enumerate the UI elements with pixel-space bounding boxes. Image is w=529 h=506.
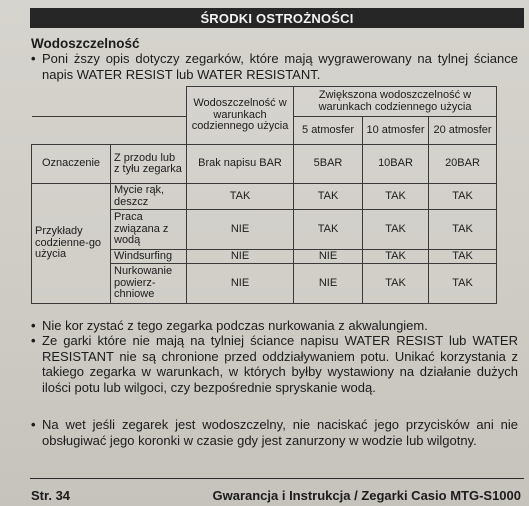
table-corner-lower	[32, 117, 187, 145]
note-sweat	[31, 333, 518, 395]
table-cell: TAK	[429, 264, 497, 304]
oznaczenie-label: Oznaczenie	[32, 145, 111, 184]
header-20-atm: 20 atmosfer	[429, 117, 497, 145]
table-cell: TAK	[294, 184, 363, 210]
page-number: Str. 34	[31, 488, 71, 503]
table-cell: NIE	[187, 264, 294, 304]
table-cell: TAK	[429, 250, 497, 264]
table-cell: TAK	[363, 184, 429, 210]
note-buttons	[31, 417, 518, 448]
bullet-icon: •	[31, 318, 36, 333]
intro-text: Poni ższy opis dotyczy zegarków, które mają wygrawerowany na tylnej ściance napis WATER RESIST lub WATER RESISTANT.	[42, 51, 518, 82]
bullet-icon: •	[31, 333, 36, 348]
table-cell: TAK	[363, 210, 429, 250]
header-10-atm: 10 atmosfer	[363, 117, 429, 145]
table-cell: TAK	[187, 184, 294, 210]
note-text: Na wet jeśli zegarek jest wodoszczelny, nie naciskać jego przycisków ani nie obsługiwać jego koronki w czasie gdy jest zanurzony w wodzie lub wilgotny.	[42, 417, 518, 448]
table-cell: TAK	[363, 264, 429, 304]
table-cell: NIE	[187, 210, 294, 250]
header-zwiekszona: Zwiększona wodoszczelność w warunkach codziennego użycia	[294, 87, 497, 117]
row-label: Praca związana z wodą	[111, 210, 187, 250]
table-cell: 5BAR	[294, 145, 363, 184]
table-cell: TAK	[294, 210, 363, 250]
footer-divider	[30, 478, 524, 479]
table-cell: TAK	[429, 184, 497, 210]
table-cell: 20BAR	[429, 145, 497, 184]
section-header	[30, 8, 524, 28]
bullet-icon: •	[31, 51, 36, 66]
footer-title: Gwarancja i Instrukcja / Zegarki Casio MTG-S1000	[212, 488, 521, 503]
intro-paragraph	[31, 51, 518, 82]
oznaczenie-sub: Z przodu lub z tyłu zegarka	[111, 145, 187, 184]
row-label: Mycie rąk, deszcz	[111, 184, 187, 210]
table-row	[32, 184, 497, 210]
table-cell: NIE	[294, 250, 363, 264]
table-cell: NIE	[187, 250, 294, 264]
row-label: Windsurfing	[111, 250, 187, 264]
water-resistance-table	[31, 86, 497, 304]
table-cell: NIE	[294, 264, 363, 304]
header-title: ŚRODKI OSTROŻNOŚCI	[200, 10, 354, 26]
table-cell: 10BAR	[363, 145, 429, 184]
row-label: Nurkowanie powierz-chniowe	[111, 264, 187, 304]
table-corner	[32, 87, 187, 117]
header-wodoszczelnosc: Wodoszczelność w warunkach codziennego użycia	[187, 87, 294, 145]
table-cell: TAK	[429, 210, 497, 250]
section-title: Wodoszczelność	[31, 36, 140, 51]
note-text: Nie kor zystać z tego zegarka podczas nurkowania z akwalungiem.	[42, 318, 428, 333]
przyklady-label: Przykłady codzienne-go użycia	[32, 184, 111, 304]
table-cell: TAK	[363, 250, 429, 264]
table-cell: Brak napisu BAR	[187, 145, 294, 184]
note-diving	[31, 318, 518, 334]
bullet-icon: •	[31, 417, 36, 432]
header-5-atm: 5 atmosfer	[294, 117, 363, 145]
note-text: Ze garki które nie mają na tylniej ściance napisu WATER RESIST lub WATER RESISTANT nie są chronione przed oddziaływaniem potu. Unikać korzystania z takiego zegarka w warunkach, w których byłby wystawiony na działanie dużych ilości potu lub wilgoci, czy bezpośrednie spryskanie wodą.	[42, 333, 518, 395]
